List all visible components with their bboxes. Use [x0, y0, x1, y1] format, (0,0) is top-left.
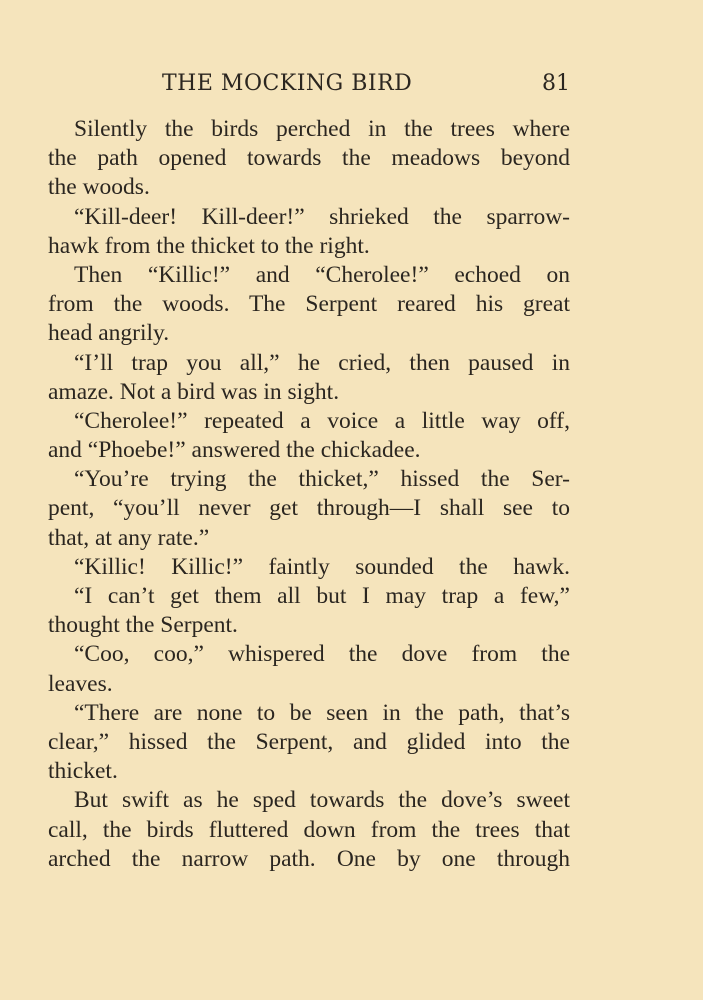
text-line: arched the narrow path. One by one through [48, 845, 570, 872]
body-text [48, 115, 570, 874]
text-line: “Killic! Killic!” faintly sounded the hawk. [74, 553, 570, 580]
text-line: amaze. Not a bird was in sight. [48, 378, 340, 405]
text-line: “Kill-deer! Kill-deer!” shrieked the sparrow- [74, 203, 570, 230]
text-line: thought the Serpent. [48, 612, 238, 639]
text-line: pent, “you’ll never get through—I shall see to [48, 495, 570, 522]
text-line: the path opened towards the meadows beyond [48, 145, 570, 172]
text-line: “I’ll trap you all,” he cried, then paused in [74, 349, 570, 376]
text-line: head angrily. [48, 320, 170, 347]
running-head: THE MOCKING BIRD [162, 71, 413, 96]
page-header [48, 66, 570, 106]
text-line: “Cherolee!” repeated a voice a little way off, [74, 407, 570, 434]
text-line: thicket. [48, 758, 118, 785]
text-line: call, the birds fluttered down from the trees that [48, 816, 570, 843]
text-line: the woods. [48, 174, 150, 201]
text-line: and “Phoebe!” answered the chickadee. [48, 437, 421, 464]
text-line: “I can’t get them all but I may trap a few,” [74, 583, 570, 609]
text-line: leaves. [48, 670, 113, 697]
text-line: Silently the birds perched in the trees where [74, 116, 570, 142]
text-line: hawk from the thicket to the right. [48, 232, 370, 259]
text-line: “You’re trying the thicket,” hissed the Ser- [74, 466, 570, 493]
text-line: “Coo, coo,” whispered the dove from the [74, 641, 570, 668]
text-line: clear,” hissed the Serpent, and glided into the [48, 728, 570, 755]
text-line: “There are none to be seen in the path, that’s [74, 699, 570, 726]
text-line: But swift as he sped towards the dove’s sweet [74, 787, 570, 814]
text-line: Then “Killic!” and “Cherolee!” echoed on [74, 261, 570, 288]
text-line: that, at any rate.” [48, 524, 210, 551]
page-number: 81 [542, 71, 570, 96]
text-line: from the woods. The Serpent reared his great [48, 291, 570, 318]
